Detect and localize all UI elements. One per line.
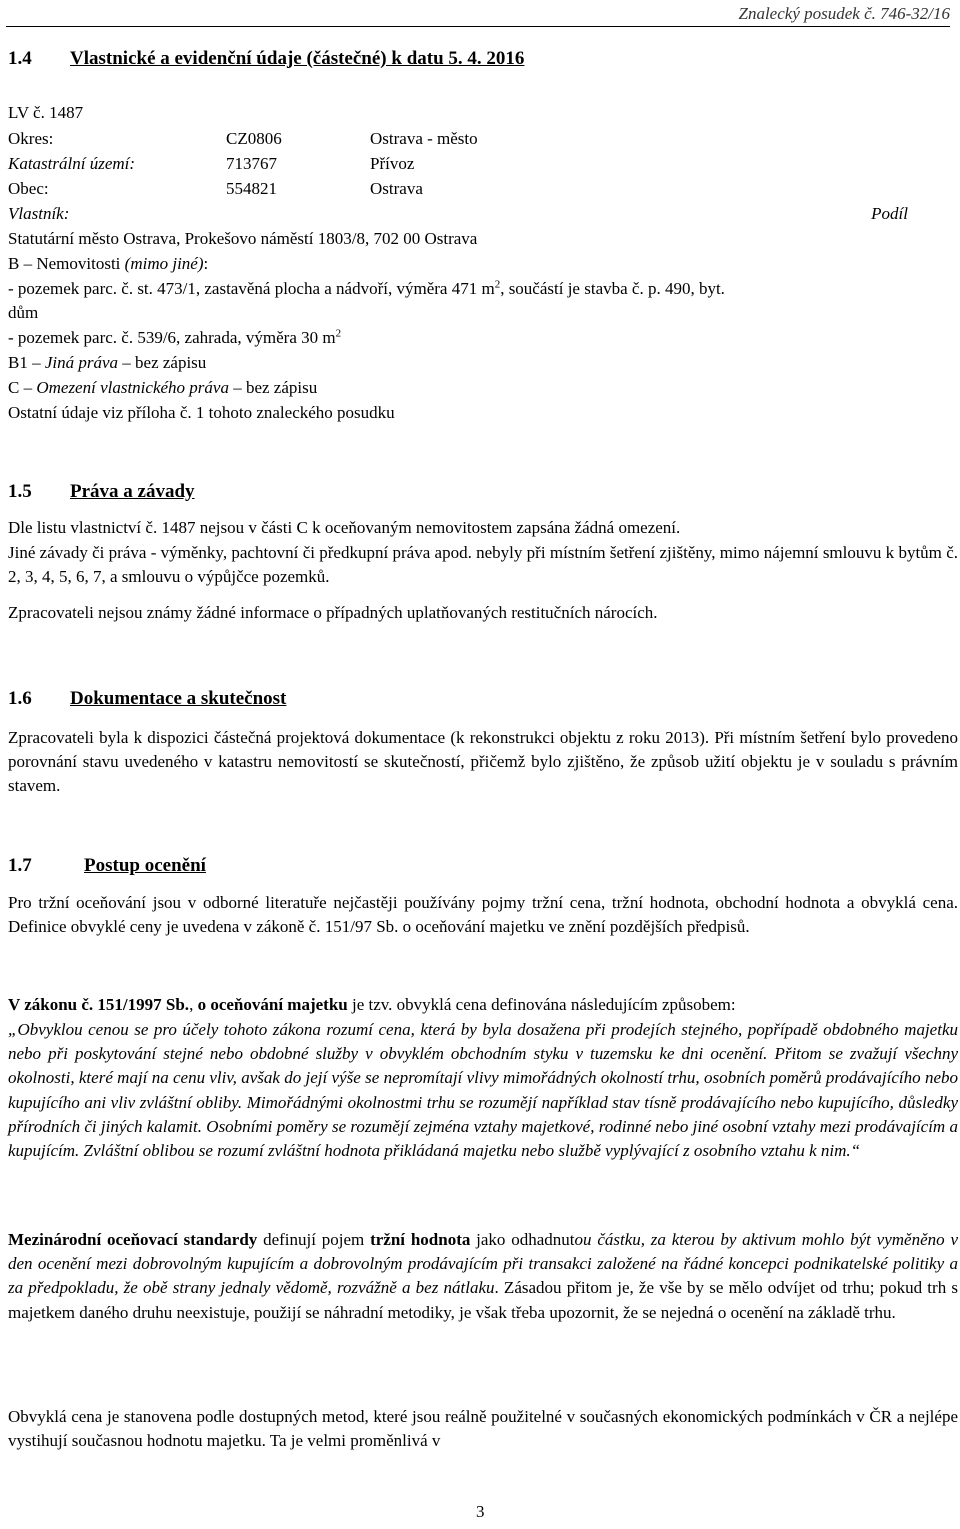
podil-label: Podíl bbox=[871, 204, 908, 223]
b1-label: B1 – bbox=[8, 353, 45, 372]
section-title: Dokumentace a skutečnost bbox=[70, 688, 287, 709]
okres-code: CZ0806 bbox=[226, 129, 282, 148]
c-title: Omezení vlastnického práva bbox=[36, 378, 229, 397]
ku-label: Katastrální území: bbox=[8, 154, 136, 173]
market-value-definition: ou částku, za kterou by aktivum mohlo být vyměněno v den ocenění mezi dobrovolným kupujícím a dobrovolným prodávajícím při transakci založené na řádné koncepci podnikatelské politiky a za předpokladu, že obě strany jednaly vědomě, rozvážně a bez nátlaku bbox=[8, 1230, 958, 1298]
parcel-2-text: - pozemek parc. č. 539/6, zahrada, výměra 30 m bbox=[8, 328, 336, 347]
valuation-paragraph-2 bbox=[8, 993, 958, 1017]
section-b-line bbox=[8, 253, 208, 275]
ku-row bbox=[8, 153, 948, 175]
section-heading-1-6 bbox=[8, 688, 286, 710]
section-heading-1-4 bbox=[8, 48, 524, 70]
section-number: 1.5 bbox=[8, 481, 32, 502]
b1-title: Jiná práva bbox=[44, 353, 119, 372]
section-heading-1-7 bbox=[8, 855, 206, 877]
c-label: C – bbox=[8, 378, 37, 397]
section-b-note: (mimo jiné) bbox=[124, 254, 204, 273]
header-divider bbox=[6, 26, 950, 27]
parcel-1-cont: dům bbox=[8, 303, 39, 322]
section-b-colon: : bbox=[203, 254, 209, 273]
ku-name: Přívoz bbox=[370, 154, 415, 173]
valuation-paragraph-4: Obvyklá cena je stanovena podle dostupných metod, které jsou reálně použitelné v současných ekonomických podmínkách v ČR a nejlépe vystihují současnou hodnotu majetku. Ta je velmi proměnlivá v bbox=[8, 1407, 958, 1451]
rights-paragraph-1: Dle listu vlastnictví č. 1487 nejsou v části C k oceňovaným nemovitostem zapsána žádná omezení. bbox=[8, 518, 681, 537]
section-number: 1.4 bbox=[8, 48, 32, 69]
section-number: 1.6 bbox=[8, 688, 32, 709]
market-value-term: tržní hodnota bbox=[370, 1230, 471, 1249]
documentation-paragraph: Zpracovateli byla k dispozici částečná projektová dokumentace (k rekonstrukci objektu z roku 2013). Při místním šetření bylo provedeno porovnání stavu uvedeného v katastru nemovitostí se skutečností, přičemž bylo zjištěno, že způsob užití objektu je v souladu s právním stavem. bbox=[8, 728, 958, 796]
okres-label: Okres: bbox=[8, 129, 54, 148]
okres-name: Ostrava - město bbox=[370, 129, 478, 148]
owner-name: Statutární město Ostrava, Prokešovo náměstí 1803/8, 702 00 Ostrava bbox=[8, 229, 478, 248]
section-number: 1.7 bbox=[8, 855, 32, 876]
vlastnik-label: Vlastník: bbox=[8, 204, 70, 223]
obec-row bbox=[8, 178, 948, 200]
obec-label: Obec: bbox=[8, 179, 49, 198]
parcel-1-unit-sup: 2 bbox=[494, 278, 501, 291]
okres-row bbox=[8, 128, 948, 150]
section-b-label: B – Nemovitosti bbox=[8, 254, 125, 273]
parcel-1 bbox=[8, 278, 725, 300]
p2-sep: , bbox=[189, 995, 198, 1014]
b1-value: – bez zápisu bbox=[118, 353, 207, 372]
section-heading-1-5 bbox=[8, 481, 195, 503]
other-data: Ostatní údaje viz příloha č. 1 tohoto znaleckého posudku bbox=[8, 403, 395, 422]
section-c bbox=[8, 377, 317, 399]
section-title: Postup ocenění bbox=[84, 855, 206, 876]
section-b1 bbox=[8, 352, 206, 374]
valuation-paragraph-3 bbox=[8, 1228, 958, 1325]
parcel-2-unit-sup: 2 bbox=[335, 327, 342, 340]
parcel-2 bbox=[8, 327, 341, 349]
parcel-1-text-cont: , součástí je stavba č. p. 490, byt. bbox=[500, 279, 725, 298]
obec-name: Ostrava bbox=[370, 179, 423, 198]
law-reference: V zákonu č. 151/1997 Sb. bbox=[8, 995, 190, 1014]
obec-code: 554821 bbox=[226, 179, 277, 198]
p3-text-1: definují pojem bbox=[257, 1230, 371, 1249]
law-quote: „Obvyklou cenou se pro účely tohoto zákona rozumí cena, která by byla dosažena při prodejích stejného, popřípadě obdobného majetku nebo při poskytování stejné nebo obdobné služby v obvyklém obchodním styku v tuzemsku ke dni ocenění. Přitom se zvažují všechny okolnosti, které mají na cenu vliv, avšak do její výše se nepromítají vlivy mimořádných okolností trhu, osobních poměrů prodávajícího nebo kupujícího ani vliv zvláštní obliby. Mimořádnými okolnostmi trhu se rozumějí například stav tísně prodávajícího nebo kupujícího, důsledky přírodních či jiných kalamit. Osobními poměry se rozumějí zejména vztahy majetkové, rodinné nebo jiné osobní vztahy mezi prodávajícím a kupujícím. Zvláštní oblibou se rozumí zvláštní hodnota přikládaná majetku nebo službě vyplývající z osobního vztahu k nim.“ bbox=[8, 1020, 958, 1161]
p3-text-2: jako odhadnut bbox=[470, 1230, 575, 1249]
section-title: Práva a závady bbox=[70, 481, 195, 502]
valuation-paragraph-1: Pro tržní oceňování jsou v odborné literatuře nejčastěji používány pojmy tržní cena, tržní hodnota, obchodní hodnota a obvyklá cena. Definice obvyklé ceny je uvedena v zákoně č. 151/97 Sb. o oceňování majetku ve znění pozdějších předpisů. bbox=[8, 893, 958, 937]
page-number: 3 bbox=[476, 1502, 485, 1521]
document-reference: Znalecký posudek č. 746-32/16 bbox=[738, 4, 950, 23]
lv-number: LV č. 1487 bbox=[8, 103, 84, 122]
p2-text: je tzv. obvyklá cena definována následujícím způsobem: bbox=[347, 995, 736, 1014]
owner-header-row bbox=[8, 203, 908, 225]
ivs-term: Mezinárodní oceňovací standardy bbox=[8, 1230, 258, 1249]
p3-text-3: . Zásadou přitom je, že vše by se mělo odvíjet od trhu; pokud trh s majetkem daného druhu neexistuje, použijí se náhradní metodiky, je však třeba upozornit, že se nejedná o ocenění na základě trhu. bbox=[8, 1278, 958, 1322]
parcel-1-text: - pozemek parc. č. st. 473/1, zastavěná plocha a nádvoří, výměra 471 m bbox=[8, 279, 495, 298]
rights-paragraph-2: Jiné závady či práva - výměnky, pachtovní či předkupní práva apod. nebyly při místním šetření zjištěny, mimo nájemní smlouvu k bytům č. 2, 3, 4, 5, 6, 7, a smlouvu o výpůjčce pozemků. bbox=[8, 543, 958, 587]
section-title: Vlastnické a evidenční údaje (částečné) k datu 5. 4. 2016 bbox=[70, 48, 525, 69]
c-value: – bez zápisu bbox=[228, 378, 318, 397]
ku-code: 713767 bbox=[226, 154, 277, 173]
law-title: o oceňování majetku bbox=[197, 995, 348, 1014]
rights-paragraph-3: Zpracovateli nejsou známy žádné informace o případných uplatňovaných restitučních nárocích. bbox=[8, 603, 658, 622]
